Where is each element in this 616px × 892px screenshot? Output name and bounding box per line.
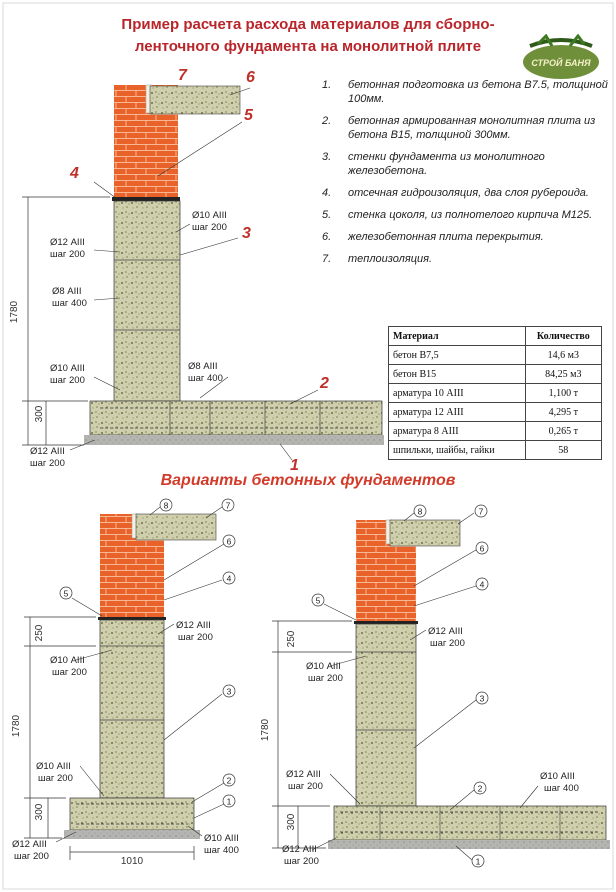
material-cell: арматура 10 АIII (389, 384, 526, 403)
rebar-step: шаг 200 (50, 375, 85, 386)
concrete-preparation (328, 840, 610, 849)
legend-item: 6. железобетонная плита перекрытия. (322, 231, 544, 243)
table-row (389, 441, 602, 460)
svg-text:8: 8 (163, 500, 169, 511)
foundation-wall (114, 201, 180, 401)
material-cell: арматура 12 АIII (389, 403, 526, 422)
rebar-step: шаг 200 (308, 673, 343, 684)
variants-title: Варианты бетонных фундаментов (160, 472, 456, 489)
svg-text:6: 6 (479, 543, 485, 554)
rebar-label: Ø12 АIII (176, 620, 211, 631)
rebar-label: Ø12 АIII (286, 769, 321, 780)
callout-number: 5 (244, 107, 253, 124)
rebar-label: Ø12 АIII (30, 446, 65, 457)
quantity-cell: 1,100 т (525, 384, 601, 403)
callout-circle (476, 578, 488, 590)
concrete-preparation (84, 435, 384, 445)
quantity-cell: 84,25 м3 (525, 365, 601, 384)
quantity-cell: 58 (525, 441, 601, 460)
dim-total: 1780 (260, 718, 271, 742)
callout-circle (476, 692, 488, 704)
foundation-wall (356, 624, 416, 806)
svg-text:6: 6 (226, 536, 232, 547)
callout-circle (223, 535, 235, 547)
rebar-step: шаг 200 (30, 458, 65, 469)
callout-circle (312, 594, 324, 606)
callout-number: 2 (320, 375, 329, 392)
table-header-row (389, 327, 602, 346)
callout-circle (472, 855, 484, 867)
column-header: Материал (389, 327, 526, 346)
rebar-label: Ø12 АIII (282, 844, 317, 855)
legend-item: 4. отсечная гидроизоляция, два слоя рубероида. (322, 187, 589, 199)
callout-circle (223, 685, 235, 697)
rebar-step: шаг 200 (284, 856, 319, 867)
svg-text:2: 2 (226, 775, 232, 786)
rebar-label: Ø10 АIII (50, 363, 85, 374)
material-cell: арматура 8 АIII (389, 422, 526, 441)
rebar-label: Ø12 АIII (50, 237, 85, 248)
rebar-step: шаг 200 (50, 249, 85, 260)
rebar-step: шаг 400 (544, 783, 579, 794)
rebar-step: шаг 200 (430, 638, 465, 649)
title-line-2: ленточного фундамента на монолитной плите (134, 38, 482, 55)
legend-item: 1. бетонная подготовка из бетона В7.5, толщиной 100мм. (322, 79, 608, 105)
callout-circle (160, 499, 172, 511)
title-line-1: Пример расчета расхода материалов для сборно- (121, 16, 495, 33)
callout-number: 3 (242, 225, 251, 242)
svg-text:4: 4 (226, 573, 232, 584)
callout-circle (475, 505, 487, 517)
svg-text:8: 8 (417, 506, 423, 517)
rebar-step: шаг 200 (14, 851, 49, 862)
legend-item: 5. стенка цоколя, из полнотелого кирпича М125. (322, 209, 593, 221)
rebar-step: шаг 200 (288, 781, 323, 792)
callout-number: 4 (70, 165, 79, 182)
rebar-label: Ø12 АIII (12, 839, 47, 850)
dim-width: 1010 (120, 856, 144, 867)
floor-slab (136, 514, 216, 540)
quantity-cell: 14,6 м3 (525, 346, 601, 365)
rebar-label: Ø8 АIII (188, 361, 218, 372)
rebar-label: Ø10 АIII (50, 655, 85, 666)
quantity-cell: 4,295 т (525, 403, 601, 422)
svg-text:7: 7 (478, 506, 484, 517)
dim-total: 1780 (9, 300, 20, 324)
svg-text:4: 4 (479, 579, 485, 590)
foundation-wall (100, 620, 164, 798)
rebar-step: шаг 200 (192, 222, 227, 233)
table-row (389, 384, 602, 403)
right-variant (260, 505, 610, 867)
legend-item: 2. бетонная армированная монолитная плита из бетона В15, толщиной 300мм. (322, 115, 596, 141)
dim-slab: 300 (286, 813, 297, 831)
monolithic-slab (70, 798, 194, 830)
callout-circle (222, 499, 234, 511)
rebar-label: Ø10 АIII (306, 661, 341, 672)
legend-item: 7. теплоизоляция. (322, 253, 433, 265)
rebar-label: Ø10 АIII (192, 210, 227, 221)
callout-number: 7 (178, 67, 187, 84)
material-cell: бетон В15 (389, 365, 526, 384)
dim-slab: 300 (34, 803, 45, 821)
callout-number: 6 (246, 69, 255, 86)
stroy-banya-logo (520, 34, 602, 84)
rebar-label: Ø8 АIII (52, 286, 82, 297)
quantity-cell: 0,265 т (525, 422, 601, 441)
rebar-label: Ø10 АIII (36, 761, 71, 772)
legend-list (318, 78, 608, 274)
material-cell: бетон В7,5 (389, 346, 526, 365)
material-cell: шпильки, шайбы, гайки (389, 441, 526, 460)
floor-slab (150, 86, 240, 114)
column-header: Количество (525, 327, 601, 346)
callout-circle (223, 572, 235, 584)
rebar-step: шаг 200 (38, 773, 73, 784)
svg-text:3: 3 (479, 693, 485, 704)
floor-slab (390, 520, 460, 546)
waterproofing-layer (98, 617, 166, 620)
rebar-label: Ø10 АIII (540, 771, 575, 782)
svg-text:5: 5 (63, 588, 69, 599)
concrete-preparation (64, 830, 200, 839)
svg-text:3: 3 (226, 686, 232, 697)
callout-circle (60, 587, 72, 599)
table-row (389, 422, 602, 441)
svg-text:2: 2 (477, 783, 483, 794)
table-row (389, 403, 602, 422)
left-variant (11, 499, 239, 867)
waterproofing-layer (112, 197, 180, 201)
rebar-step: шаг 400 (188, 373, 223, 384)
logo-text: СТРОЙ БАНЯ (531, 58, 591, 68)
svg-text:5: 5 (315, 595, 321, 606)
svg-text:1: 1 (226, 796, 232, 807)
rebar-step: шаг 200 (178, 632, 213, 643)
materials-table (388, 326, 602, 460)
callout-number: 1 (290, 457, 299, 474)
waterproofing-layer (354, 621, 418, 624)
legend-item: 3. стенки фундамента из монолитного железобетона. (322, 151, 545, 177)
callout-circle (476, 542, 488, 554)
rebar-label: Ø10 АIII (204, 833, 239, 844)
callout-circle (223, 774, 235, 786)
dim-total: 1780 (11, 714, 22, 738)
callout-circle (474, 782, 486, 794)
rebar-label: Ø12 АIII (428, 626, 463, 637)
callout-circle (223, 795, 235, 807)
callout-circle (414, 505, 426, 517)
table-row (389, 365, 602, 384)
svg-text:1: 1 (475, 856, 481, 867)
dim-top: 250 (286, 630, 297, 648)
monolithic-slab (334, 806, 606, 840)
rebar-step: шаг 400 (52, 298, 87, 309)
monolithic-slab (90, 401, 382, 435)
rebar-step: шаг 200 (52, 667, 87, 678)
dim-top: 250 (34, 624, 45, 642)
svg-text:7: 7 (225, 500, 231, 511)
table-row (389, 346, 602, 365)
dim-slab: 300 (34, 405, 45, 423)
rebar-step: шаг 400 (204, 845, 239, 856)
